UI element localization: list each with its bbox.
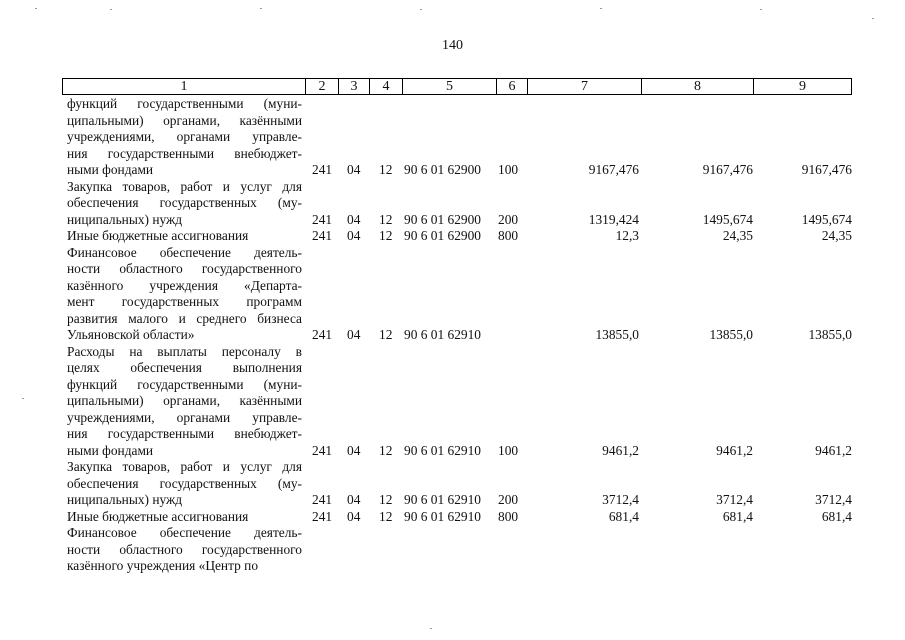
cell-col-9: 681,4 [821,508,852,524]
description-line: ния государственными внебюджет- [67,426,302,441]
scan-speck [22,398,24,399]
description-line: ности областного государственного [67,541,302,557]
cell-col-3: 04 [347,508,361,524]
description-line: ципальными) органами, казёнными [67,112,302,128]
cell-col-2: 241 [312,327,333,342]
cell-col-4: 12 [379,228,393,243]
cell-col-2: 241 [312,228,333,243]
description-line: казённого учреждения «Центр по [67,558,259,573]
description-line: учреждениями, органами управле- [67,409,302,425]
cell-col-5: 90 6 01 62900 [404,162,481,177]
cell-col-7: 13855,0 [595,327,639,342]
row-description [67,179,302,229]
table-row [0,96,905,179]
cell-col-9: 3712,4 [815,492,852,507]
cell-col-9: 9167,476 [801,162,852,177]
description-line: ципальными) органами, казёнными [67,393,302,408]
cell-col-7: 1319,424 [588,211,639,227]
header-col-5: 5 [402,79,496,94]
cell-col-3: 04 [347,162,361,177]
header-col-3: 3 [338,79,369,94]
description-line: казённого учреждения «Департа- [67,277,302,293]
row-description [67,525,302,575]
cell-col-8: 24,35 [722,228,753,243]
description-line: целях обеспечения выполнения [67,360,302,375]
table-row [0,179,905,229]
cell-col-5: 90 6 01 62910 [404,327,481,342]
cell-col-6: 200 [498,211,519,227]
scan-speck [110,9,112,10]
scan-speck [420,9,422,10]
description-line: ными фондами [67,162,154,177]
description-line: Расходы на выплаты персоналу в [67,343,302,359]
description-line: ными фондами [67,442,154,458]
table-row [0,344,905,460]
header-col-9: 9 [753,79,851,94]
description-line: Ульяновской области» [67,327,195,342]
description-line: Закупка товаров, работ и услуг для [67,178,302,194]
cell-col-9: 13855,0 [808,327,852,342]
description-line: ния государственными внебюджет- [67,145,302,161]
cell-col-2: 241 [312,162,333,177]
header-col-2: 2 [305,79,338,94]
scan-speck [600,8,602,9]
cell-col-7: 681,4 [608,508,639,524]
scan-speck [430,628,432,629]
cell-col-7: 9461,2 [602,442,639,458]
header-col-6: 6 [496,79,527,94]
header-col-7: 7 [527,79,641,94]
cell-col-9: 1495,674 [801,211,852,227]
row-description [67,245,302,344]
row-description [67,459,302,509]
cell-col-2: 241 [312,508,333,524]
cell-col-8: 13855,0 [709,327,753,342]
cell-col-4: 12 [379,211,393,227]
row-description [67,509,302,526]
cell-col-6: 800 [498,508,519,524]
cell-col-3: 04 [347,228,361,243]
cell-col-3: 04 [347,327,361,342]
description-line: развития малого и среднего бизнеса [67,310,302,326]
header-col-8: 8 [641,79,753,94]
description-line: Финансовое обеспечение деятель- [67,525,302,540]
header-col-4: 4 [369,79,402,94]
cell-col-7: 3712,4 [602,492,639,507]
cell-col-4: 12 [379,327,393,342]
header-col-1: 1 [180,79,188,94]
scan-speck [872,18,874,19]
scan-speck [260,8,262,9]
table-header [62,78,852,95]
description-line: Иные бюджетные ассигнования [67,228,249,243]
table-row [0,228,905,245]
table-row [0,525,905,575]
description-line: ности областного государственного [67,261,302,276]
cell-col-4: 12 [379,442,393,458]
description-line: Финансовое обеспечение деятель- [67,244,302,260]
cell-col-6: 200 [498,492,519,507]
cell-col-5: 90 6 01 62900 [404,228,481,243]
table-row [0,459,905,509]
description-line: обеспечения государственных (му- [67,475,302,491]
description-line: Иные бюджетные ассигнования [67,508,249,524]
description-line: ниципальных) нужд [67,211,183,227]
description-line: функций государственными (муни- [67,376,302,392]
row-description [67,344,302,460]
cell-col-5: 90 6 01 62910 [404,492,481,507]
row-description [67,96,302,179]
cell-col-8: 9461,2 [716,442,753,458]
cell-col-9: 9461,2 [815,442,852,458]
description-line: ниципальных) нужд [67,492,183,507]
cell-col-6: 800 [498,228,519,243]
cell-col-3: 04 [347,442,361,458]
cell-col-7: 12,3 [615,228,639,243]
scan-speck [760,9,762,10]
cell-col-7: 9167,476 [588,162,639,177]
cell-col-3: 04 [347,492,361,507]
cell-col-8: 3712,4 [716,492,753,507]
table-row [0,509,905,526]
cell-col-8: 9167,476 [702,162,753,177]
description-line: учреждениями, органами управле- [67,129,302,144]
cell-col-2: 241 [312,492,333,507]
page-number: 140 [442,38,463,53]
cell-col-3: 04 [347,211,361,227]
table-row [0,245,905,344]
cell-col-5: 90 6 01 62910 [404,442,481,458]
cell-col-8: 681,4 [722,508,753,524]
cell-col-9: 24,35 [821,228,852,243]
cell-col-5: 90 6 01 62900 [404,211,481,227]
description-line: мент государственных программ [67,294,302,309]
cell-col-6: 100 [498,442,519,458]
cell-col-4: 12 [379,492,393,507]
cell-col-6: 100 [498,162,519,177]
cell-col-4: 12 [379,508,393,524]
description-line: функций государственными (муни- [67,96,302,111]
description-line: обеспечения государственных (му- [67,195,302,210]
row-description [67,228,302,245]
description-line: Закупка товаров, работ и услуг для [67,459,302,474]
cell-col-5: 90 6 01 62910 [404,508,481,524]
cell-col-2: 241 [312,211,333,227]
scan-speck [35,8,37,9]
cell-col-8: 1495,674 [702,211,753,227]
cell-col-4: 12 [379,162,393,177]
cell-col-2: 241 [312,442,333,458]
